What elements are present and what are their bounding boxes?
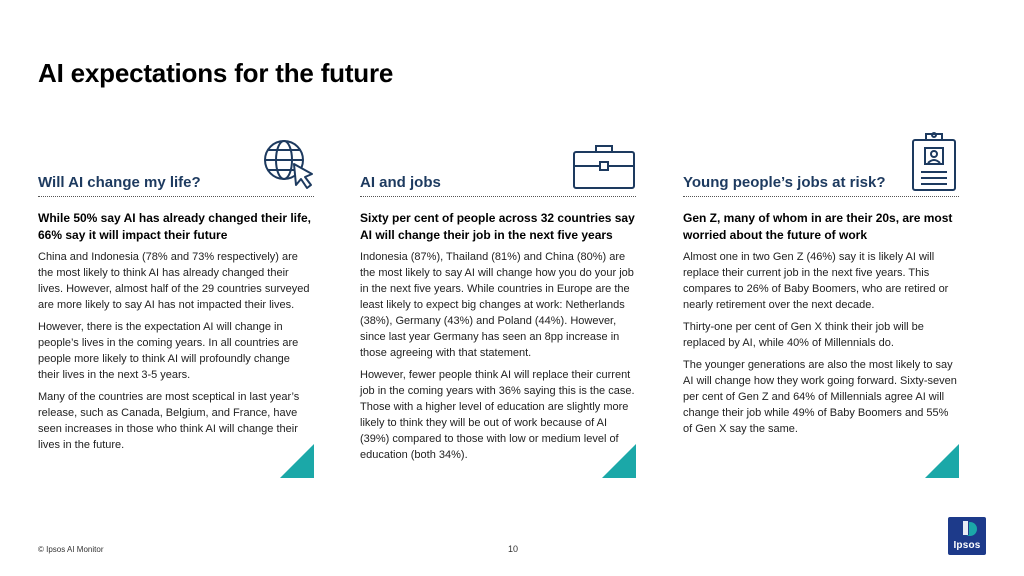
paragraph: Indonesia (87%), Thailand (81%) and China (80%) are the most likely to say AI will change how you do your job in the next five years. While countries in Europe are the least likely to expect big changes at work: Netherlands (38%), Germany (43%) and Poland (44%). However, since last year Germany has seen an 8pp increase in those agreeing with that statement. xyxy=(360,251,634,359)
paragraph: Thirty-one per cent of Gen X think their job will be replaced by AI, while 40% of Millennials do. xyxy=(683,321,924,349)
paragraph: However, there is the expectation AI will change in people’s lives in the coming years. In all countries are people more likely to think AI will profoundly change their lives in the next 3-5 years. xyxy=(38,321,299,381)
corner-accent xyxy=(602,444,636,478)
paragraph: However, fewer people think AI will replace their current job in the coming years with 36% saying this is the case. Those with a higher level of education are slightly more likely to think they will be out of work because of AI (39%) compared to those with low or medium level of education (both 34%). xyxy=(360,369,635,461)
column-body xyxy=(683,249,959,443)
column-will-ai-change-my-life xyxy=(38,130,314,478)
page-title: AI expectations for the future xyxy=(38,58,394,88)
paragraph: Almost one in two Gen Z (46%) say it is likely AI will replace their current job in the next five years. This compares to 26% of Baby Boomers, who are retired or nearly retirement over the next decade. xyxy=(683,251,949,311)
corner-accent xyxy=(280,444,314,478)
logo-text: Ipsos xyxy=(953,540,981,551)
column-lead: Gen Z, many of whom in are their 20s, are most worried about the future of work xyxy=(683,211,953,242)
column-heading: AI and jobs xyxy=(360,174,636,197)
column-body xyxy=(38,249,314,459)
column-heading: Young people’s jobs at risk? xyxy=(683,174,959,197)
footer-source: © Ipsos AI Monitor xyxy=(38,545,104,554)
corner-accent xyxy=(925,444,959,478)
paragraph: China and Indonesia (78% and 73% respectively) are the most likely to think AI has already changed their lives. However, almost half of the 29 countries surveyed are more likely to say AI has not impacted their lives. xyxy=(38,251,310,311)
paragraph: Many of the countries are most sceptical in last year’s release, such as Canada, Belgium, and France, have seen increases in those who think AI will change their lives in the future. xyxy=(38,391,300,451)
page-number: 10 xyxy=(508,544,519,554)
paragraph: The younger generations are also the most likely to say AI will change how they work going forward. Sixty-seven per cent of Gen Z and 64% of Millennials agree AI will change their job while 49% of Baby Boomers and 55% of Gen X say the same. xyxy=(683,359,957,435)
column-ai-and-jobs xyxy=(360,130,636,478)
column-body xyxy=(360,249,636,469)
column-young-peoples-jobs xyxy=(683,130,959,478)
column-lead: While 50% say AI has already changed their life, 66% say it will impact their future xyxy=(38,211,311,242)
column-heading: Will AI change my life? xyxy=(38,174,314,197)
ipsos-logo xyxy=(948,517,986,555)
column-lead: Sixty per cent of people across 32 countries say AI will change their job in the next five years xyxy=(360,211,635,242)
